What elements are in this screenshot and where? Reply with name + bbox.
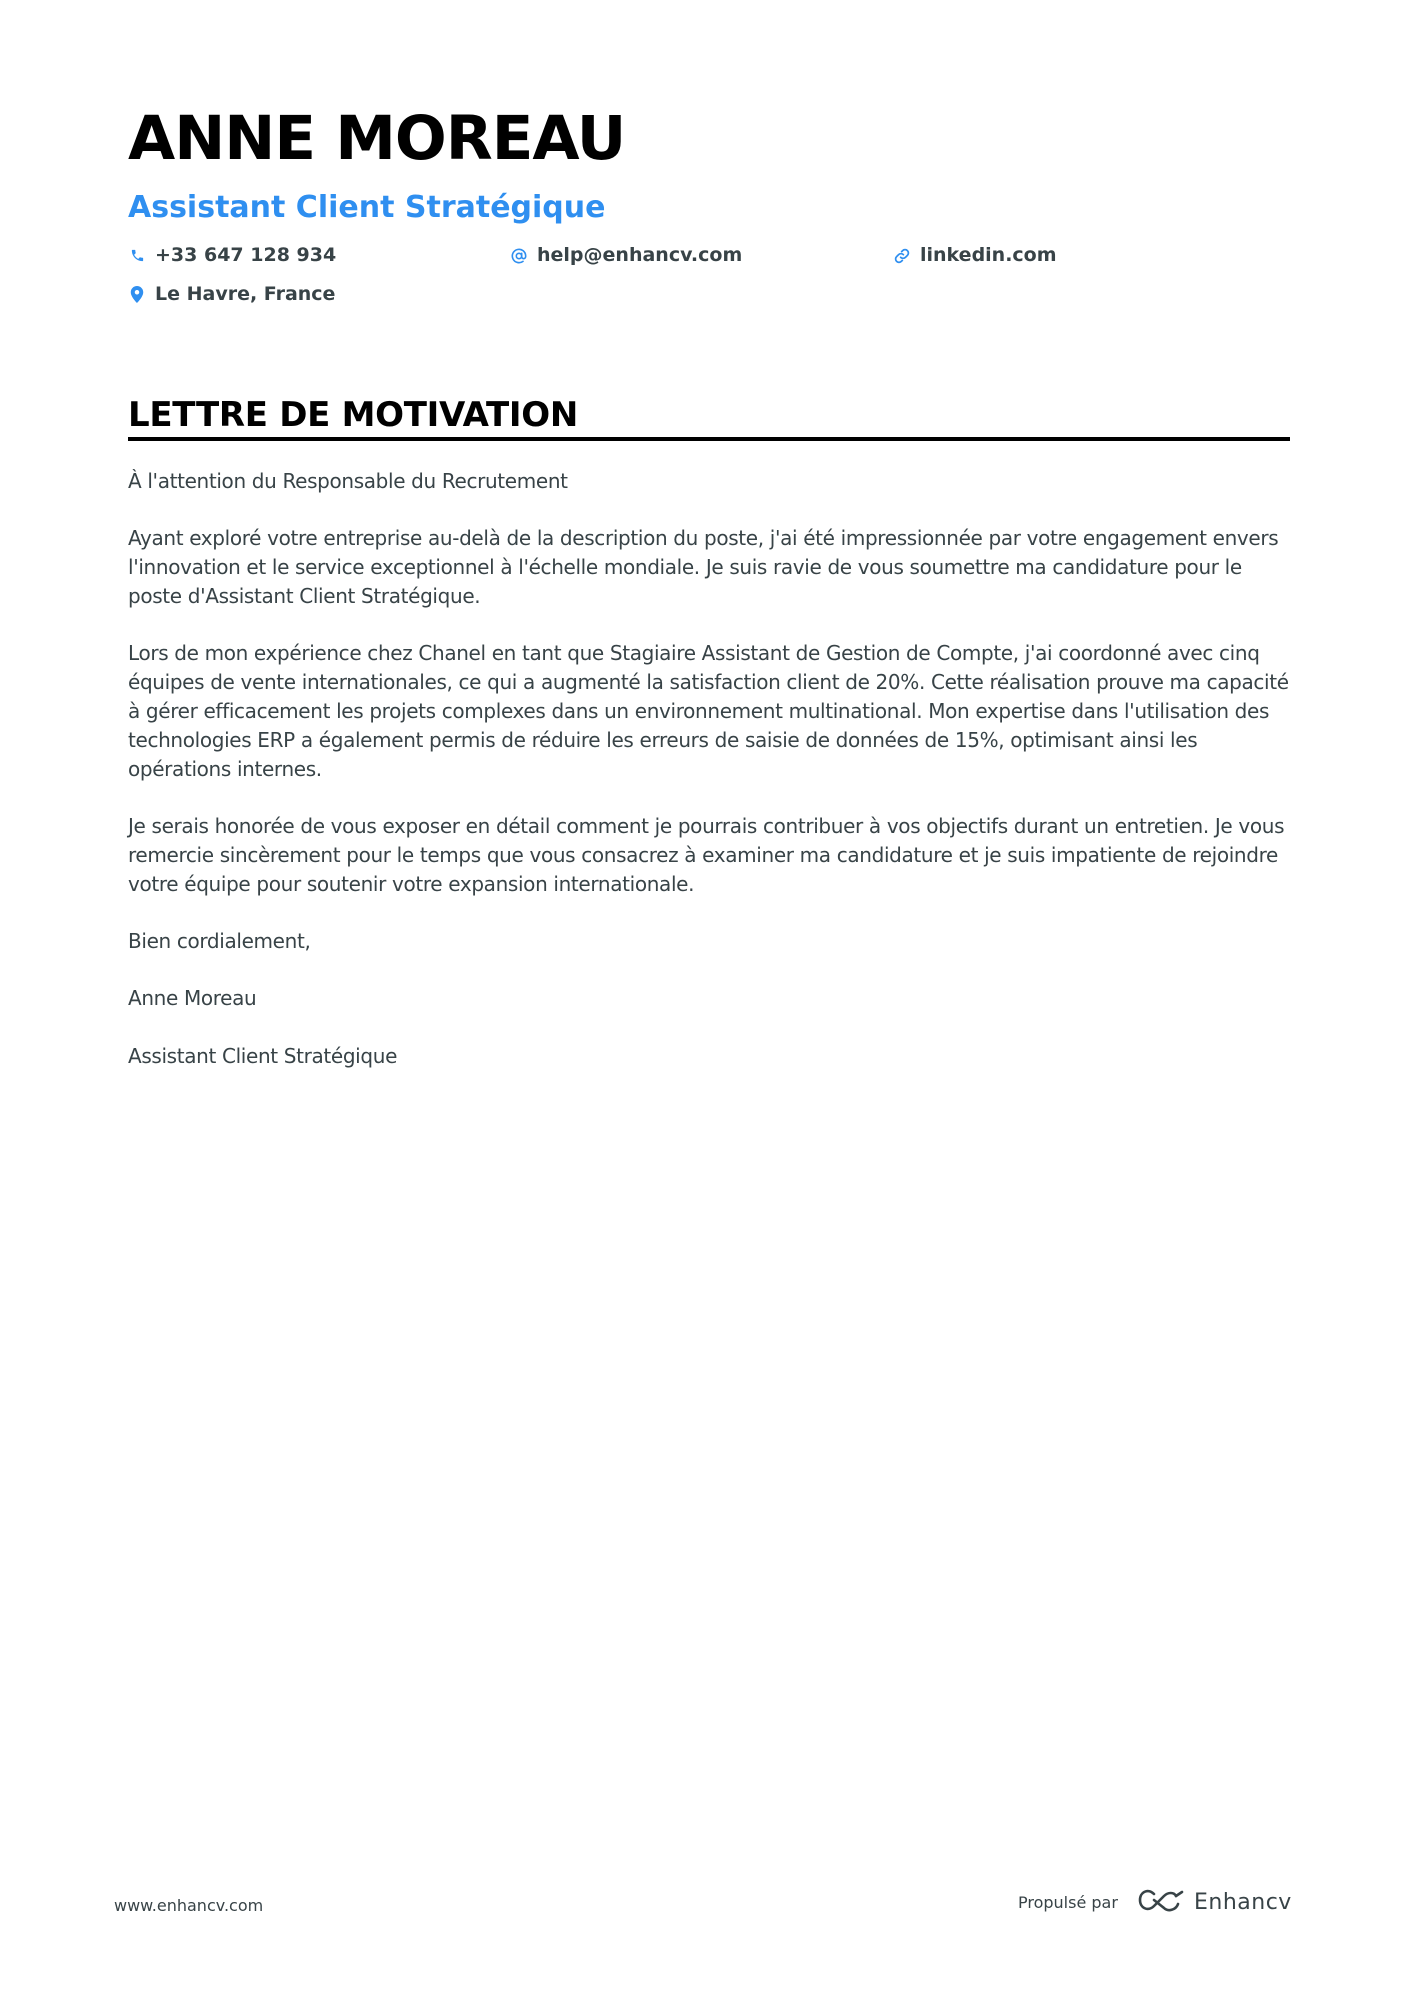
signature-name: Anne Moreau (128, 986, 257, 1011)
email-text[interactable]: help@enhancv.com (537, 244, 743, 266)
location-text: Le Havre, France (155, 283, 336, 305)
letter-paragraph: Lors de mon expérience chez Chanel en tant que Stagiaire Assistant de Gestion de Compte, j'ai coordonné avec cinq équipes de vente internationales, ce qui a augmenté la satisfaction client de 20%. Cette réalisation prouve ma capacité à gérer efficacement les projets complexes dans un environnement multinational. Mon expertise dans l'utilisation des technologies ERP a également permis de réduire les erreurs de saisie de données de 15%, optimisant ainsi les opérations internes. (128, 641, 1289, 781)
at-sign-icon (511, 248, 527, 264)
linkedin-text[interactable]: linkedin.com (920, 244, 1057, 266)
letter-paragraph: Ayant exploré votre entreprise au-delà de la description du poste, j'ai été impressionnée par votre engagement envers l'innovation et le service exceptionnel à l'échelle mondiale. Je suis ravie de vous soumettre ma candidature pour le poste d'Assistant Client Stratégique. (128, 526, 1279, 608)
letter-paragraph: Je serais honorée de vous exposer en détail comment je pourrais contribuer à vos objectifs durant un entretien. Je vous remercie sincèrement pour le temps que vous consacrez à examiner ma candidature et je suis impatiente de rejoindre votre équipe pour soutenir votre expansion internationale. (128, 813, 1285, 896)
letter-closing: Bien cordialement, (128, 928, 311, 953)
phone-icon (129, 248, 145, 264)
footer-logo[interactable] (1138, 1888, 1292, 1917)
contact-email (511, 246, 742, 265)
footer-brand: Enhancv (1194, 1890, 1292, 1915)
section-divider (128, 437, 1290, 441)
section-title: LETTRE DE MOTIVATION (128, 395, 579, 435)
footer-url[interactable]: www.enhancv.com (114, 1896, 264, 1915)
contact-phone (129, 246, 336, 265)
phone-text: +33 647 128 934 (155, 244, 337, 266)
enhancv-logo-icon (1138, 1888, 1184, 1917)
map-pin-icon (129, 287, 145, 303)
candidate-title: Assistant Client Stratégique (128, 190, 606, 225)
link-icon (894, 248, 910, 264)
contact-linkedin (894, 246, 1057, 265)
letter-body (128, 467, 1293, 1099)
candidate-name: ANNE MOREAU (128, 103, 626, 174)
letter-salutation: À l'attention du Responsable du Recrutement (128, 469, 568, 493)
signature-title: Assistant Client Stratégique (128, 1043, 398, 1068)
contact-location (129, 285, 335, 304)
footer-powered-by: Propulsé par (1018, 1893, 1118, 1912)
